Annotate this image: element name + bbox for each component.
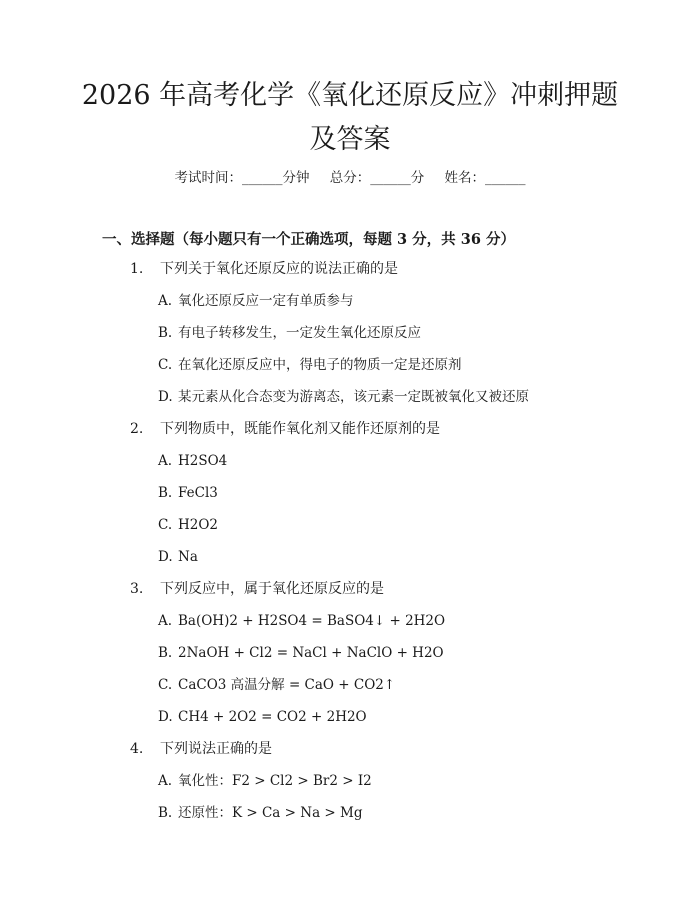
option-1a [158,290,354,312]
option-text: 某元素从化合态变为游离态，该元素一定既被氧化又被还原 [178,389,529,405]
option-letter: D. [158,389,173,405]
option-3c [158,674,395,696]
option-text: H2SO4 [178,453,228,469]
option-1c [158,354,462,376]
option-letter: C. [158,517,173,533]
option-2d [158,546,198,568]
option-letter: A. [158,453,173,469]
question-number: 1. [130,261,144,277]
question-1 [130,258,398,280]
option-letter: B. [158,485,173,501]
option-3a [158,610,445,632]
option-1d [158,386,529,408]
option-text: CH4 + 2O2 = CO2 + 2H2O [178,709,367,725]
option-letter: B. [158,325,173,341]
option-1b [158,322,421,344]
option-text: 还原性：K > Ca > Na > Mg [178,805,363,821]
exam-time: 考试时间：______分钟 [174,170,310,186]
title-line-1: 2026 年高考化学《氧化还原反应》冲刺押题 [81,80,619,111]
question-text: 下列说法正确的是 [160,741,272,757]
option-4a [158,770,372,792]
option-letter: B. [158,645,173,661]
option-text: Ba(OH)2 + H2SO4 = BaSO4↓ + 2H2O [178,613,446,629]
question-number: 2. [130,421,144,437]
option-text: FeCl3 [178,485,218,501]
option-text: H2O2 [178,517,219,533]
option-2c [158,514,218,536]
option-letter: A. [158,773,173,789]
question-text: 下列物质中，既能作氧化剂又能作还原剂的是 [160,421,440,437]
option-text: CaCO3 高温分解 = CaO + CO2↑ [178,677,396,693]
option-text: 2NaOH + Cl2 = NaCl + NaClO + H2O [178,645,444,661]
option-2b [158,482,218,504]
option-letter: C. [158,357,173,373]
exam-meta [0,167,700,189]
title-line-2: 及答案 [309,124,391,155]
option-letter: D. [158,709,173,725]
question-number: 3. [130,581,144,597]
section-heading: 一、选择题（每小题只有一个正确选项，每题 3 分，共 36 分） [102,231,515,248]
option-3b [158,642,444,664]
option-text: 有电子转移发生，一定发生氧化还原反应 [178,325,421,341]
question-text: 下列关于氧化还原反应的说法正确的是 [160,261,398,277]
question-2 [130,418,440,440]
option-letter: B. [158,805,173,821]
option-3d [158,706,367,728]
option-letter: A. [158,613,173,629]
question-4 [130,738,272,760]
question-number: 4. [130,741,144,757]
question-3 [130,578,384,600]
option-2a [158,450,227,472]
option-text: 在氧化还原反应中，得电子的物质一定是还原剂 [178,357,462,373]
option-text: 氧化性：F2 > Cl2 > Br2 > I2 [178,773,372,789]
exam-score: 总分：______分 [329,170,425,186]
option-text: Na [178,549,198,565]
document-title [60,74,640,162]
option-4b [158,802,362,824]
option-letter: D. [158,549,173,565]
option-text: 氧化还原反应一定有单质参与 [178,293,354,309]
option-letter: A. [158,293,173,309]
question-text: 下列反应中，属于氧化还原反应的是 [160,581,384,597]
option-letter: C. [158,677,173,693]
student-name: 姓名：______ [444,170,526,186]
